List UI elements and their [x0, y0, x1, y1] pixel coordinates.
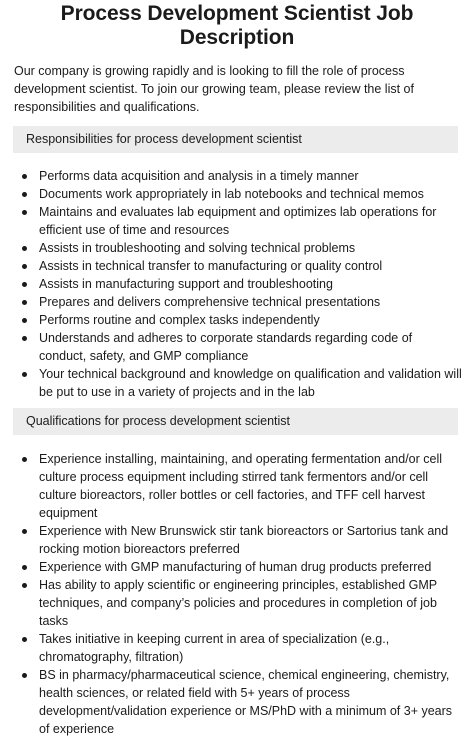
bullet-icon	[22, 300, 27, 305]
list-item	[14, 311, 462, 329]
list-item	[14, 365, 462, 401]
list-item-text: Understands and adheres to corporate standards regarding code of conduct, safety, and GMP compliance	[39, 331, 413, 363]
list-item	[14, 275, 462, 293]
bullet-icon	[22, 673, 27, 678]
list-item-text: Assists in troubleshooting and solving technical problems	[39, 241, 356, 255]
bullet-icon	[22, 210, 27, 215]
bullet-icon	[22, 565, 27, 570]
qualifications-list	[14, 450, 462, 738]
list-item	[14, 666, 462, 738]
list-item	[14, 293, 462, 311]
list-item-text: Your technical background and knowledge on qualification and validation will be put to use in a variety of projects and in the lab	[39, 367, 462, 399]
list-item	[14, 239, 462, 257]
list-item-text: Performs data acquisition and analysis in a timely manner	[39, 169, 359, 183]
responsibilities-section-header	[13, 126, 458, 153]
list-item	[14, 450, 462, 522]
list-item	[14, 185, 462, 203]
responsibilities-heading: Responsibilities for process development scientist	[26, 132, 302, 146]
bullet-icon	[22, 264, 27, 269]
page-title: Process Development Scientist Job Description	[60, 2, 414, 49]
bullet-icon	[22, 457, 27, 462]
list-item	[14, 576, 462, 630]
intro-paragraph: Our company is growing rapidly and is looking to fill the role of process development scientist. To join our growing team, please review the list of responsibilities and qualifications.	[14, 64, 414, 114]
list-item	[14, 257, 462, 275]
bullet-icon	[22, 336, 27, 341]
list-item-text: Prepares and delivers comprehensive technical presentations	[39, 295, 381, 309]
bullet-icon	[22, 583, 27, 588]
list-item-text: Experience with New Brunswick stir tank bioreactors or Sartorius tank and rocking motion bioreactors preferred	[39, 524, 449, 556]
list-item	[14, 558, 462, 576]
qualifications-heading: Qualifications for process development scientist	[26, 414, 291, 428]
list-item	[14, 329, 462, 365]
bullet-icon	[22, 318, 27, 323]
list-item-text: Has ability to apply scientific or engineering principles, established GMP techniques, and company’s policies and procedures in completion of job tasks	[39, 578, 437, 628]
list-item-text: Experience installing, maintaining, and operating fermentation and/or cell culture process equipment including stirred tank fermentors and/or cell culture bioreactors, roller bottles or cell factories, and TFF cell harvest equipment	[39, 452, 443, 520]
qualifications-section-header	[13, 408, 458, 435]
list-item	[14, 522, 462, 558]
bullet-icon	[22, 372, 27, 377]
list-item-text: Documents work appropriately in lab notebooks and technical memos	[39, 187, 424, 201]
bullet-icon	[22, 246, 27, 251]
list-item	[14, 630, 462, 666]
list-item-text: Maintains and evaluates lab equipment and optimizes lab operations for efficient use of time and resources	[39, 205, 437, 237]
bullet-icon	[22, 192, 27, 197]
bullet-icon	[22, 282, 27, 287]
responsibilities-list	[14, 167, 462, 401]
bullet-icon	[22, 637, 27, 642]
list-item-text: Experience with GMP manufacturing of human drug products preferred	[39, 560, 432, 574]
bullet-icon	[22, 529, 27, 534]
list-item-text: Performs routine and complex tasks independently	[39, 313, 320, 327]
bullet-icon	[22, 174, 27, 179]
list-item	[14, 167, 462, 185]
list-item	[14, 203, 462, 239]
list-item-text: Takes initiative in keeping current in area of specialization (e.g., chromatography, filtration)	[39, 632, 390, 664]
list-item-text: Assists in technical transfer to manufacturing or quality control	[39, 259, 383, 273]
list-item-text: BS in pharmacy/pharmaceutical science, chemical engineering, chemistry, health sciences, or related field with 5+ years of process development/validation experience or MS/PhD with a minimum of 3+ years of experience	[39, 668, 453, 736]
list-item-text: Assists in manufacturing support and troubleshooting	[39, 277, 333, 291]
